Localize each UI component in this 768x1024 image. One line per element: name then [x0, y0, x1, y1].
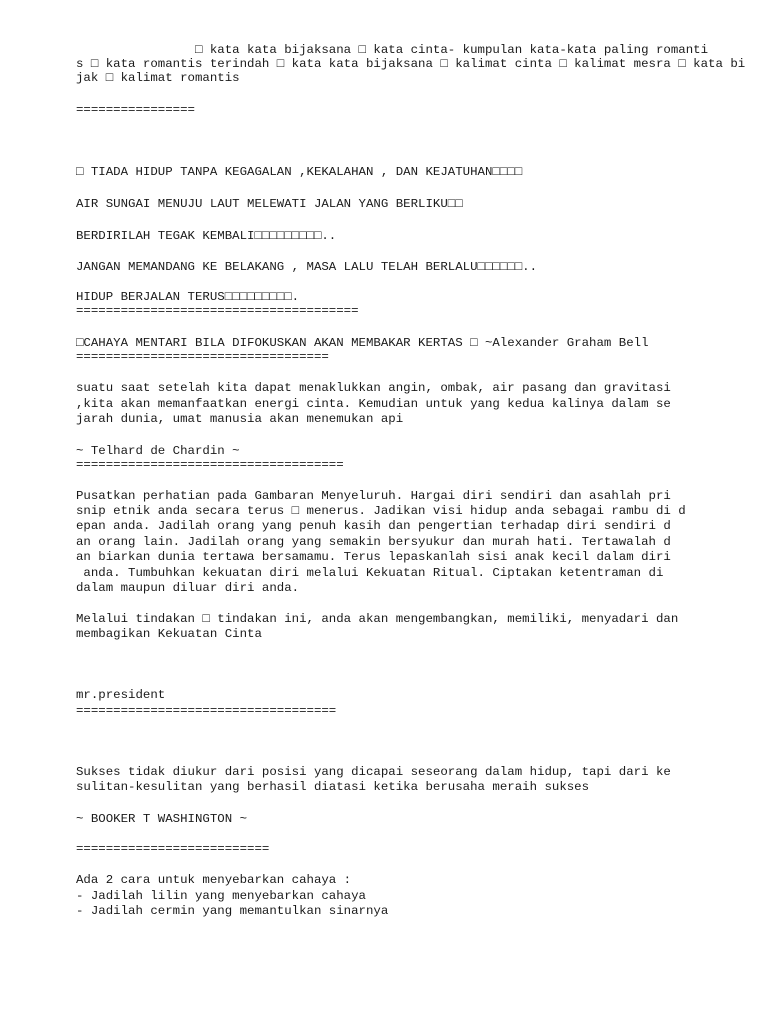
list-item: - Jadilah cermin yang memantulkan sinarnya — [76, 904, 389, 918]
header-line-3: jak □ kalimat romantis — [76, 71, 240, 85]
paragraph-line: Pusatkan perhatian pada Gambaran Menyeluruh. Hargai diri sendiri dan asahlah pri — [76, 489, 671, 503]
list-item: - Jadilah lilin yang menyebarkan cahaya — [76, 889, 366, 903]
paragraph-line: anda. Tumbuhkan kekuatan diri melalui Kekuatan Ritual. Ciptakan ketentraman di — [76, 566, 664, 580]
paragraph-line: suatu saat setelah kita dapat menaklukkan angin, ombak, air pasang dan gravitasi — [76, 381, 671, 395]
author-line: ~ BOOKER T WASHINGTON ~ — [76, 812, 248, 826]
section1-line: BERDIRILAH TEGAK KEMBALI□□□□□□□□□.. — [76, 229, 337, 243]
author-line: mr.president — [76, 688, 166, 702]
paragraph-line: an biarkan dunia tertawa bersamamu. Terus lepaskanlah sisi anak kecil dalam diri — [76, 550, 671, 564]
divider-rule: ========================== — [76, 842, 270, 856]
paragraph-line: membagikan Kekuatan Cinta — [76, 627, 262, 641]
paragraph-line: Ada 2 cara untuk menyebarkan cahaya : — [76, 873, 352, 887]
divider-rule: ====================================== — [76, 304, 359, 318]
paragraph-line: snip etnik anda secara terus □ menerus. Jadikan visi hidup anda sebagai rambu di d — [76, 504, 686, 518]
header-line-2: s □ kata romantis terindah □ kata kata bijaksana □ kalimat cinta □ kalimat mesra □ kata bi — [76, 57, 746, 71]
quote-line: □CAHAYA MENTARI BILA DIFOKUSKAN AKAN MEMBAKAR KERTAS □ ~Alexander Graham Bell — [76, 336, 649, 350]
paragraph-line: jarah dunia, umat manusia akan menemukan api — [76, 412, 404, 426]
header-line-1: □ kata kata bijaksana □ kata cinta- kumpulan kata-kata paling romanti — [76, 43, 709, 57]
paragraph-line: ,kita akan memanfaatkan energi cinta. Kemudian untuk yang kedua kalinya dalam se — [76, 397, 671, 411]
author-line: ~ Telhard de Chardin ~ — [76, 444, 240, 458]
divider-rule: =================================== — [76, 704, 337, 718]
section1-line: JANGAN MEMANDANG KE BELAKANG , MASA LALU TELAH BERLALU□□□□□□.. — [76, 260, 538, 274]
divider-rule: ================ — [76, 103, 195, 117]
divider-rule: ================================== — [76, 350, 329, 364]
paragraph-line: an orang lain. Jadilah orang yang semakin bersyukur dan murah hati. Tertawalah d — [76, 535, 671, 549]
paragraph-line: Melalui tindakan □ tindakan ini, anda akan mengembangkan, memiliki, menyadari dan — [76, 612, 679, 626]
divider-rule: ==================================== — [76, 458, 344, 472]
paragraph-line: sulitan-kesulitan yang berhasil diatasi ketika berusaha meraih sukses — [76, 780, 590, 794]
paragraph-line: epan anda. Jadilah orang yang penuh kasih dan pengertian terhadap diri sendiri d — [76, 519, 671, 533]
section1-title: □ TIADA HIDUP TANPA KEGAGALAN ,KEKALAHAN , DAN KEJATUHAN□□□□ — [76, 165, 523, 179]
section1-line: AIR SUNGAI MENUJU LAUT MELEWATI JALAN YANG BERLIKU□□ — [76, 197, 463, 211]
paragraph-line: dalam maupun diluar diri anda. — [76, 581, 300, 595]
section1-line: HIDUP BERJALAN TERUS□□□□□□□□□. — [76, 290, 300, 304]
paragraph-line: Sukses tidak diukur dari posisi yang dicapai seseorang dalam hidup, tapi dari ke — [76, 765, 671, 779]
